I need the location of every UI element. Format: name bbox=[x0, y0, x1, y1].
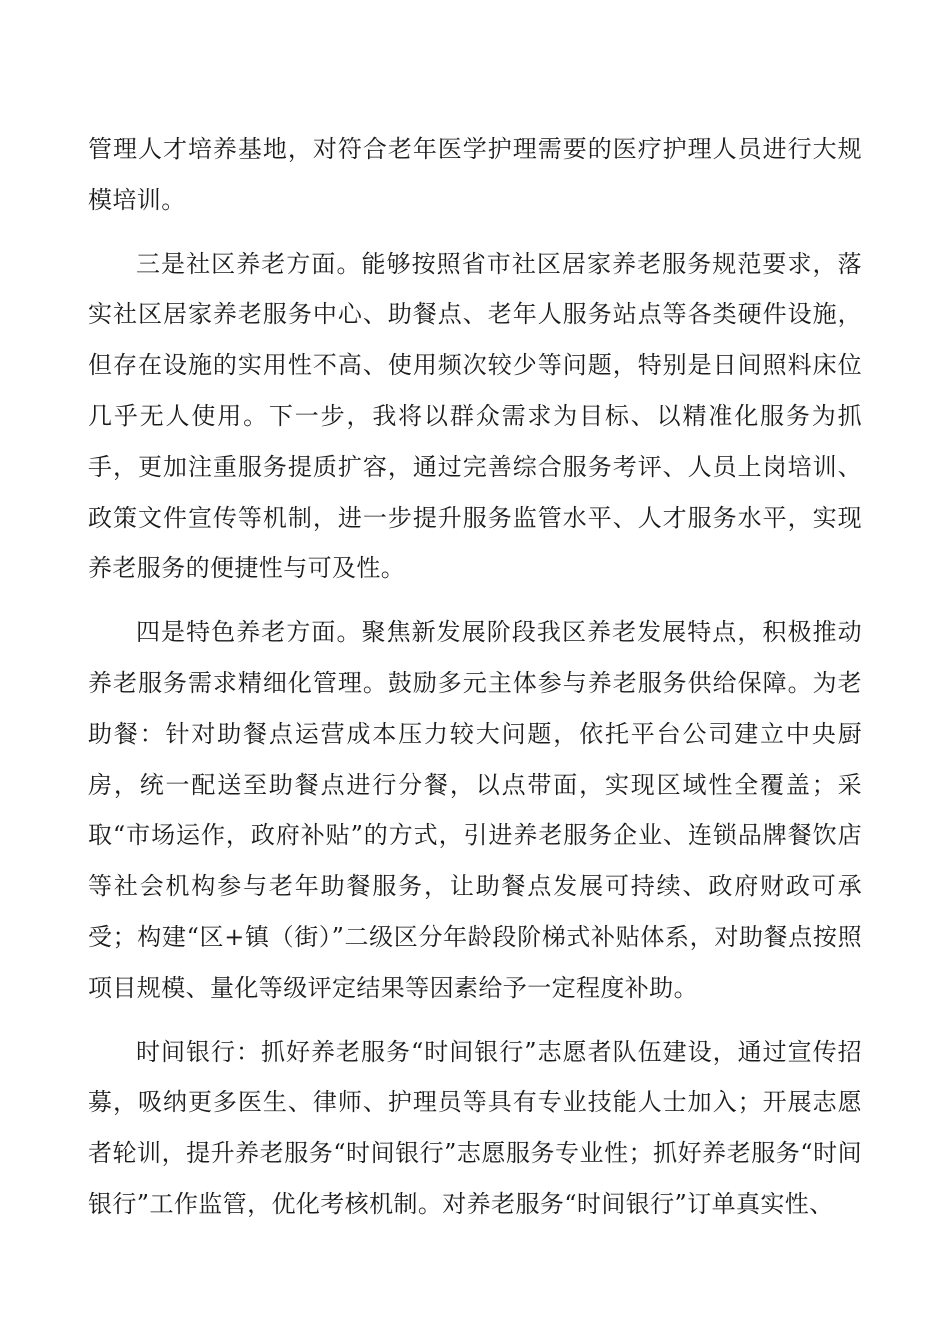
paragraph-2: 三是社区养老方面。能够按照省市社区居家养老服务规范要求，落实社区居家养老服务中心、助餐点、老年人服务站点等各类硬件设施，但存在设施的实用性不高、使用频次较少等问题，特别是日间照料床位几乎无人使用。下一步，我将以群众需求为目标、以精准化服务为抓手，更加注重服务提质扩容，通过完善综合服务考评、人员上岗培训、政策文件宣传等机制，进一步提升服务监管水平、人才服务水平，实现养老服务的便捷性与可及性。 bbox=[88, 249, 862, 583]
paragraph-4: 时间银行：抓好养老服务“时间银行”志愿者队伍建设，通过宣传招募，吸纳更多医生、律师、护理员等具有专业技能人士加入；开展志愿者轮训，提升养老服务“时间银行”志愿服务专业性；抓好养老服务“时间银行”工作监管，优化考核机制。对养老服务“时间银行”订单真实性、 bbox=[88, 1037, 862, 1218]
paragraph-3: 四是特色养老方面。聚焦新发展阶段我区养老发展特点，积极推动养老服务需求精细化管理。鼓励多元主体参与养老服务供给保障。为老助餐：针对助餐点运营成本压力较大问题，依托平台公司建立中央厨房，统一配送至助餐点进行分餐，以点带面，实现区域性全覆盖；采取“市场运作，政府补贴”的方式，引进养老服务企业、连锁品牌餐饮店等社会机构参与老年助餐服务，让助餐点发展可持续、政府财政可承受；构建“区+镇（街）”二级区分年龄段阶梯式补贴体系，对助餐点按照项目规模、量化等级评定结果等因素给予一定程度补助。 bbox=[88, 618, 862, 1002]
document-body bbox=[88, 124, 862, 1230]
paragraph-1: 管理人才培养基地，对符合老年医学护理需要的医疗护理人员进行大规模培训。 bbox=[88, 135, 862, 214]
